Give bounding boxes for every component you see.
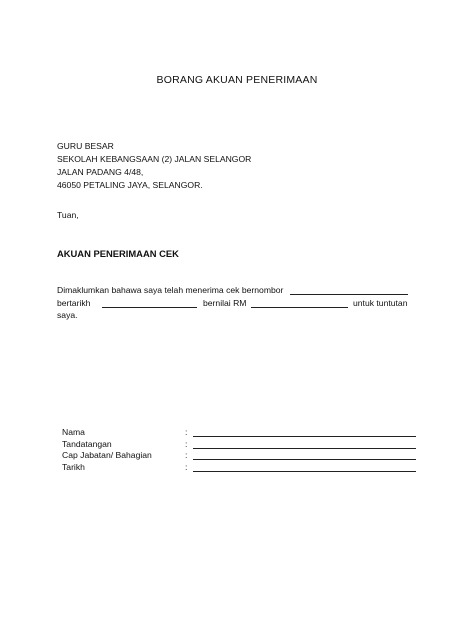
body-text: Dimaklumkan bahawa saya telah menerima cek bernombor xyxy=(57,285,284,295)
signature-line xyxy=(193,448,416,449)
cheque-date-blank xyxy=(102,297,197,308)
field-label: Tandatangan xyxy=(62,438,112,449)
name-line xyxy=(193,436,416,437)
address-line: SEKOLAH KEBANGSAAN (2) JALAN SELANGOR xyxy=(57,154,252,164)
field-colon: : xyxy=(185,450,188,460)
form-row-nama xyxy=(62,427,422,439)
address-line: GURU BESAR xyxy=(57,141,114,151)
recipient-address xyxy=(57,140,251,192)
cheque-number-blank xyxy=(290,284,408,295)
field-label: Tarikh xyxy=(62,461,85,472)
field-colon: : xyxy=(185,438,188,449)
subject-heading: AKUAN PENERIMAAN CEK xyxy=(57,248,179,259)
field-colon: : xyxy=(185,427,188,437)
field-label: Cap Jabatan/ Bahagian xyxy=(62,450,152,460)
address-line: 46050 PETALING JAYA, SELANGOR. xyxy=(57,180,203,190)
form-row-tarikh xyxy=(62,462,422,474)
field-colon: : xyxy=(185,461,188,472)
cheque-amount-blank xyxy=(251,297,348,308)
body-paragraph xyxy=(57,284,427,322)
document-title: BORANG AKUAN PENERIMAAN xyxy=(156,74,318,86)
body-text: saya. xyxy=(57,310,78,320)
field-label: Nama xyxy=(62,427,85,437)
date-line xyxy=(193,471,416,472)
acknowledgement-form xyxy=(62,427,422,473)
form-row-tandatangan xyxy=(62,439,422,451)
body-text: bertarikh xyxy=(57,297,91,308)
body-text: untuk tuntutan xyxy=(353,297,408,308)
stamp-line xyxy=(193,459,416,460)
salutation: Tuan, xyxy=(57,210,79,220)
form-row-cap-jabatan xyxy=(62,450,422,462)
body-text: bernilai RM xyxy=(203,297,247,308)
address-line: JALAN PADANG 4/48, xyxy=(57,167,144,177)
